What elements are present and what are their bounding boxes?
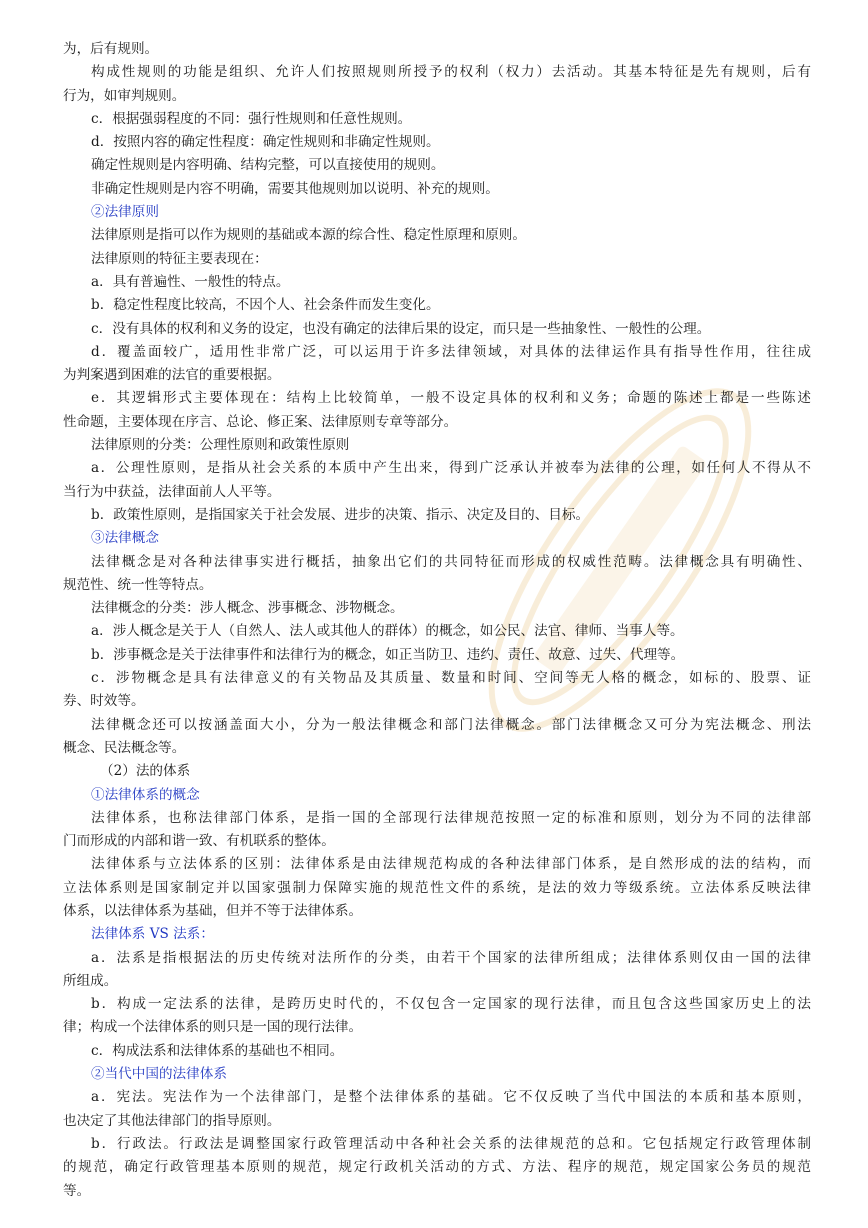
paragraph-line: b．行政法。行政法是调整国家行政管理活动中各种社会关系的法律规范的总和。它包括规定行政管理体制 xyxy=(91,1135,811,1152)
paragraph-line: 概念、民法概念等。 xyxy=(63,739,186,756)
section-heading: ②法律原则 xyxy=(91,204,159,221)
paragraph-line: 规范性、统一性等特点。 xyxy=(63,576,213,593)
section-heading: ③法律概念 xyxy=(91,530,159,547)
paragraph-line: 所组成。 xyxy=(63,972,118,989)
paragraph-line: 构成性规则的功能是组织、允许人们按照规则所授予的权利（权力）去活动。其基本特征是先有规则，后有 xyxy=(91,64,811,81)
paragraph-line: 当行为中获益，法律面前人人平等。 xyxy=(63,483,281,500)
paragraph-line: 的规范，确定行政管理基本原则的规范，规定行政机关活动的方式、方法、程序的规范，规定国家公务员的规范 xyxy=(63,1159,811,1176)
paragraph-line: 法律原则是指可以作为规则的基础或本源的综合性、稳定性原理和原则。 xyxy=(91,227,526,244)
section-heading: 法律体系 VS 法系： xyxy=(91,926,214,943)
paragraph-line: 为判案遇到困难的法官的重要根据。 xyxy=(63,367,281,384)
paragraph-line: c．没有具体的权利和义务的设定，也没有确定的法律后果的设定，而只是一些抽象性、一般性的公理。 xyxy=(91,320,711,337)
document-body xyxy=(63,38,811,1203)
section-heading: ②当代中国的法律体系 xyxy=(91,1066,227,1083)
paragraph-line: 法律概念的分类：涉人概念、涉事概念、涉物概念。 xyxy=(91,600,404,617)
paragraph-line: 法律体系，也称法律部门体系，是指一国的全部现行法律规范按照一定的标准和原则，划分为不同的法律部 xyxy=(91,809,811,826)
paragraph-line: 法律概念是对各种法律事实进行概括，抽象出它们的共同特征而形成的权威性范畴。法律概念具有明确性、 xyxy=(91,553,811,570)
paragraph-line: 法律概念还可以按涵盖面大小，分为一般法律概念和部门法律概念。部门法律概念又可分为宪法概念、刑法 xyxy=(91,716,811,733)
paragraph-line: c．根据强弱程度的不同：强行性规则和任意性规则。 xyxy=(91,110,412,127)
paragraph-line: 等。 xyxy=(63,1182,91,1199)
paragraph-line: 体系，以法律体系为基础，但并不等于法律体系。 xyxy=(63,902,363,919)
paragraph-line: 性命题，主要体现在序言、总论、修正案、法律原则专章等部分。 xyxy=(63,413,458,430)
paragraph-line: 门而形成的内部和谐一致、有机联系的整体。 xyxy=(63,833,335,850)
paragraph-line: 非确定性规则是内容不明确，需要其他规则加以说明、补充的规则。 xyxy=(91,180,499,197)
section-heading: ①法律体系的概念 xyxy=(91,786,200,803)
paragraph-line: 法律原则的分类：公理性原则和政策性原则 xyxy=(91,437,350,454)
paragraph-line: e．其逻辑形式主要体现在：结构上比较简单，一般不设定具体的权利和义务；命题的陈述上都是一些陈述 xyxy=(91,390,811,407)
paragraph-line: a．涉人概念是关于人（自然人、法人或其他人的群体）的概念，如公民、法官、律师、当事人等。 xyxy=(91,623,684,640)
paragraph-line: c．构成法系和法律体系的基础也不相同。 xyxy=(91,1042,344,1059)
paragraph-line: b．涉事概念是关于法律事件和法律行为的概念，如正当防卫、违约、责任、故意、过失、代理等。 xyxy=(91,646,685,663)
paragraph-line: 行为，如审判规则。 xyxy=(63,87,186,104)
paragraph-line: a．宪法。宪法作为一个法律部门，是整个法律体系的基础。它不仅反映了当代中国法的本质和基本原则， xyxy=(91,1089,811,1106)
paragraph-line: 法律原则的特征主要表现在： xyxy=(91,250,268,267)
paragraph-line: a．法系是指根据法的历史传统对法所作的分类，由若干个国家的法律所组成；法律体系则仅由一国的法律 xyxy=(91,949,811,966)
paragraph-line: 立法体系则是国家制定并以国家强制力保障实施的规范性文件的系统，是法的效力等级系统。立法体系反映法律 xyxy=(63,879,811,896)
paragraph-line: d．覆盖面较广，适用性非常广泛，可以运用于许多法律领域，对具体的法律运作具有指导性作用，往往成 xyxy=(91,343,811,360)
paragraph-line: c．涉物概念是具有法律意义的有关物品及其质量、数量和时间、空间等无人格的概念，如标的、股票、证 xyxy=(91,670,811,687)
paragraph-line: 律；构成一个法律体系的则只是一国的现行法律。 xyxy=(63,1019,363,1036)
paragraph-line: a．具有普遍性、一般性的特点。 xyxy=(91,273,290,290)
paragraph-line: 法律体系与立法体系的区别：法律体系是由法律规范构成的各种法律部门体系，是自然形成的法的结构，而 xyxy=(91,856,811,873)
paragraph-line: （2）法的体系 xyxy=(100,763,191,780)
paragraph-line: 也决定了其他法律部门的指导原则。 xyxy=(63,1112,281,1129)
paragraph-line: a．公理性原则，是指从社会关系的本质中产生出来，得到广泛承认并被奉为法律的公理，如任何人不得从不 xyxy=(91,460,811,477)
paragraph-line: b．稳定性程度比较高，不因个人、社会条件而发生变化。 xyxy=(91,297,440,314)
paragraph-line: b．构成一定法系的法律，是跨历史时代的，不仅包含一定国家的现行法律，而且包含这些国家历史上的法 xyxy=(91,996,811,1013)
paragraph-line: 券、时效等。 xyxy=(63,693,145,710)
paragraph-line: b．政策性原则，是指国家关于社会发展、进步的决策、指示、决定及目的、目标。 xyxy=(91,506,590,523)
paragraph-line: d．按照内容的确定性程度：确定性规则和非确定性规则。 xyxy=(91,134,440,151)
paragraph-line: 确定性规则是内容明确、结构完整，可以直接使用的规则。 xyxy=(91,157,445,174)
paragraph-line: 为，后有规则。 xyxy=(63,41,159,57)
